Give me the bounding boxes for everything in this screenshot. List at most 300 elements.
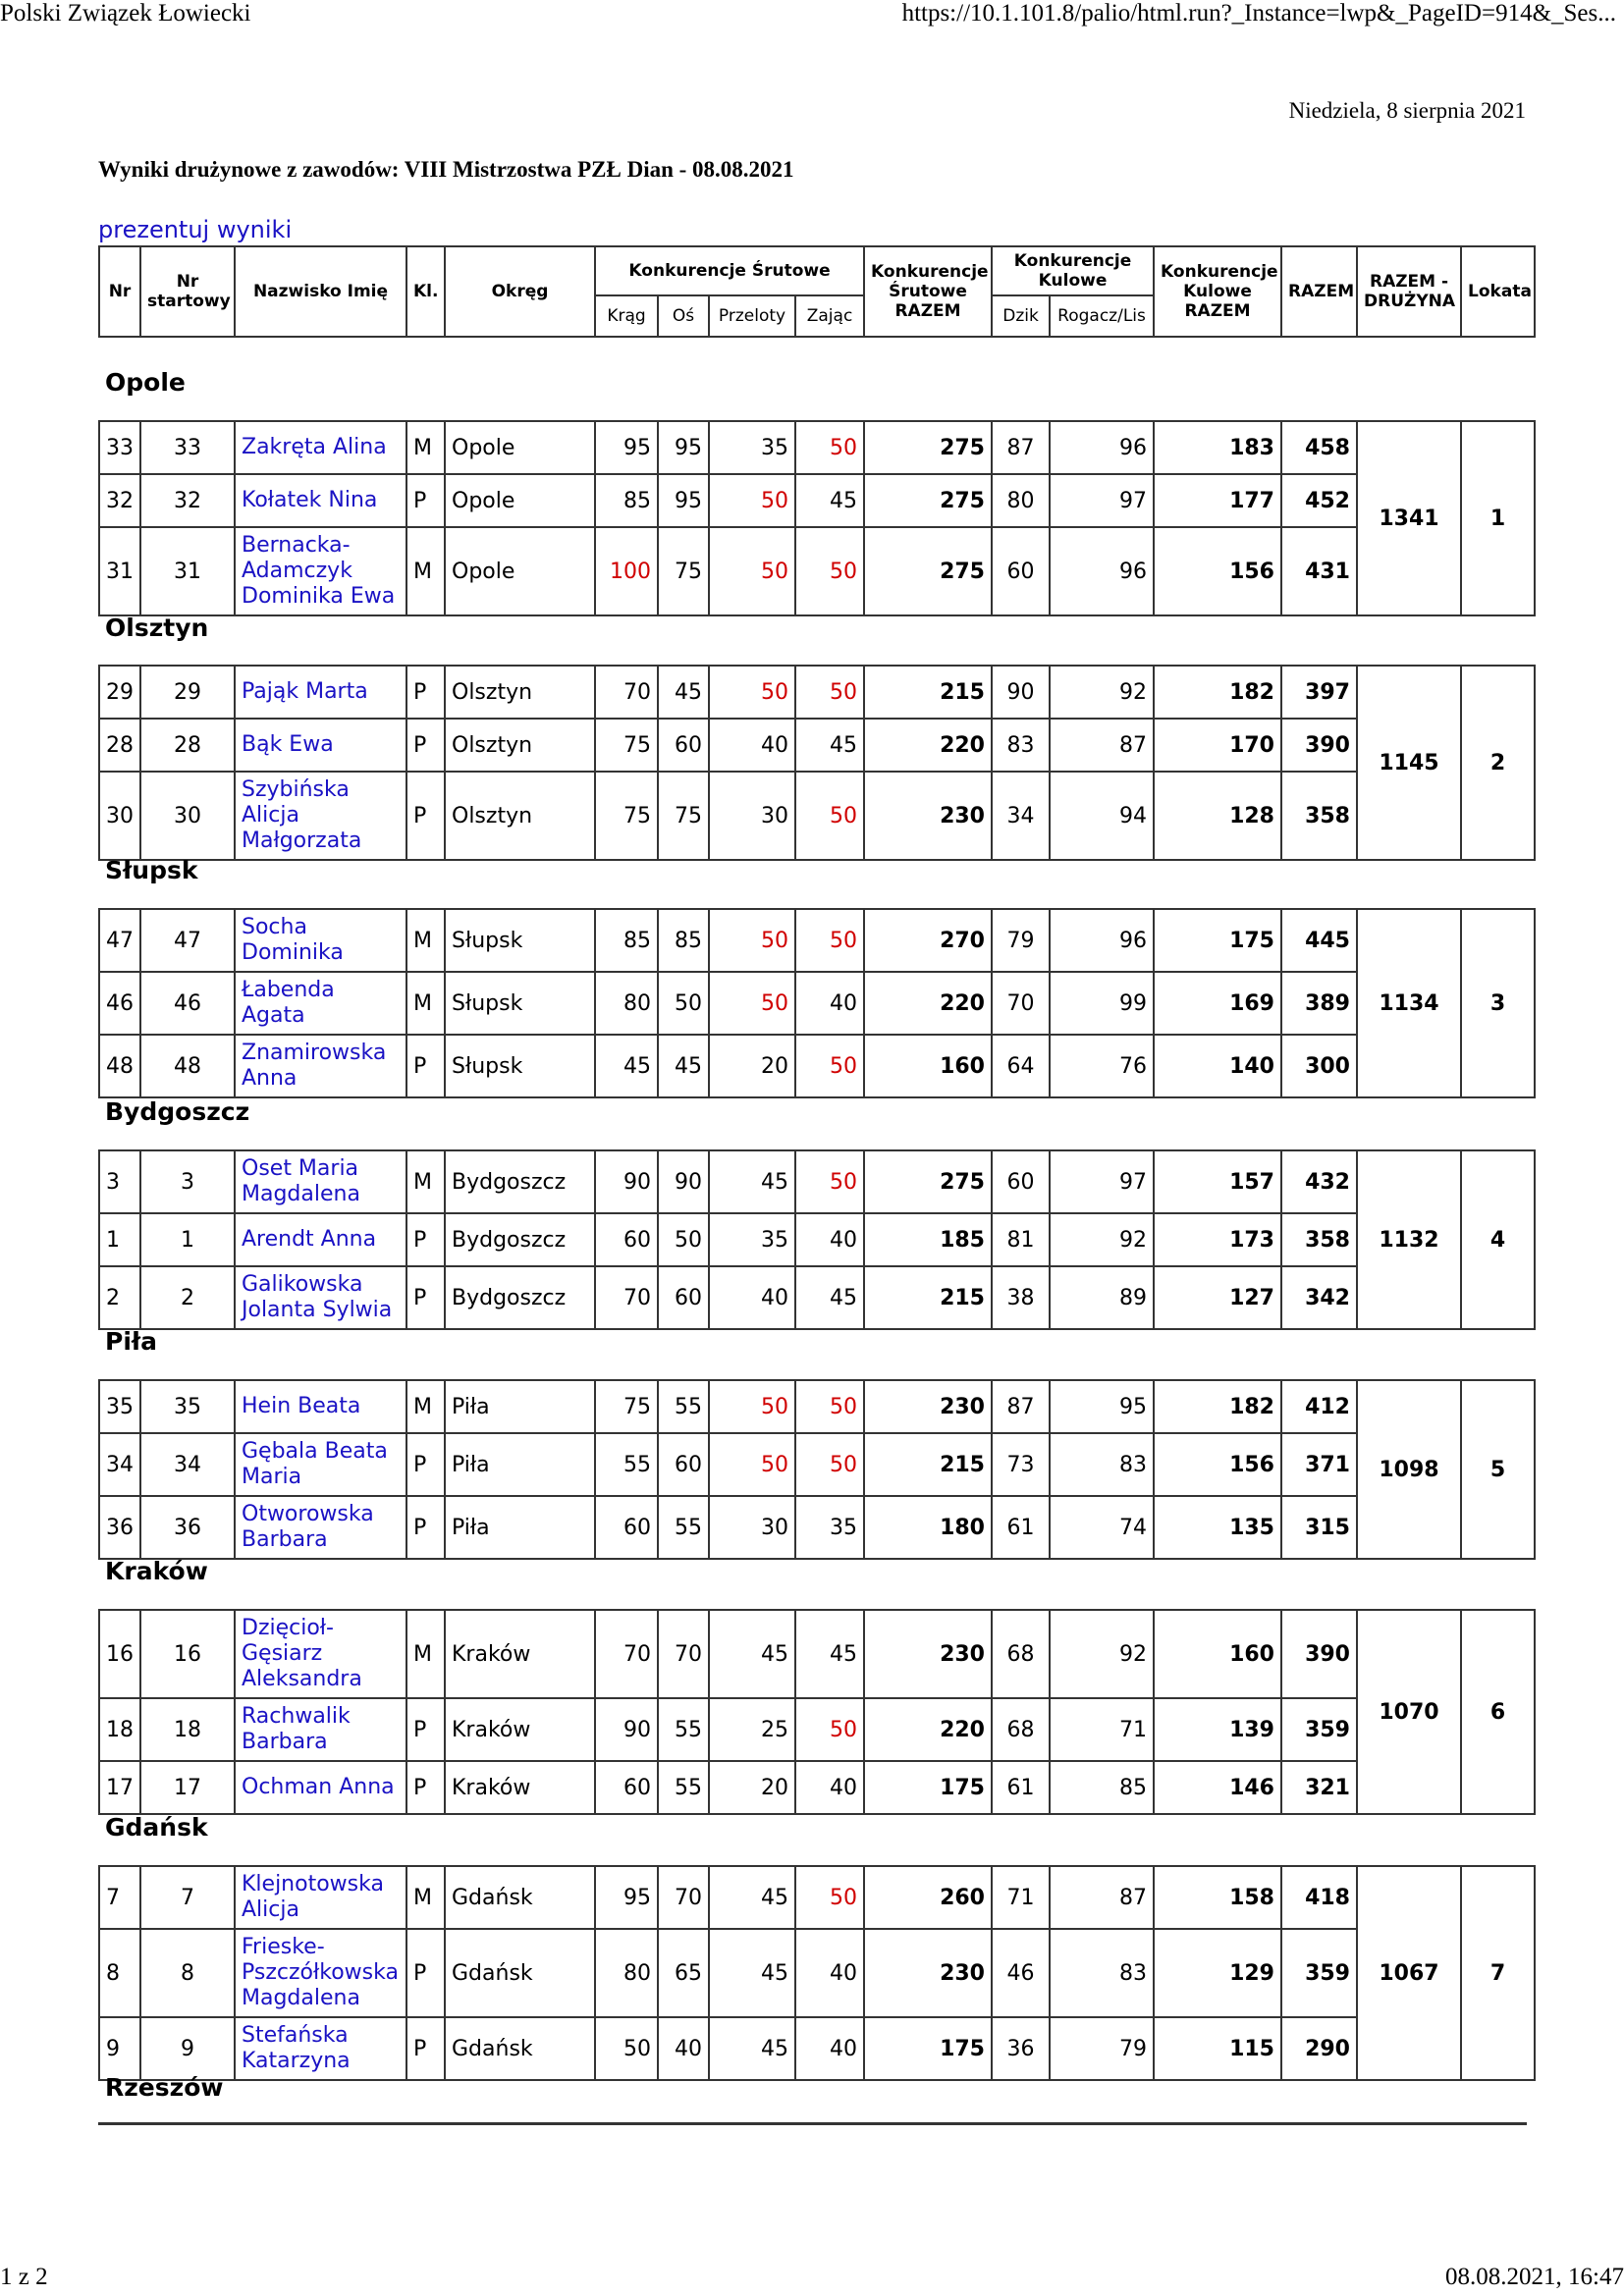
cell-dzik: 87: [992, 1380, 1050, 1433]
table-row: [99, 1496, 1535, 1559]
team-section-title: Gdańsk: [105, 1813, 208, 1842]
cell-os: 60: [658, 719, 709, 772]
cell-krag: 70: [595, 1266, 658, 1329]
cell-okreg: Olsztyn: [445, 719, 595, 772]
cell-ku: 169: [1154, 972, 1281, 1035]
cell-razem: 418: [1281, 1866, 1357, 1929]
cell-zajac: 45: [795, 474, 864, 527]
cell-dzik: 79: [992, 909, 1050, 972]
cell-krag: 80: [595, 972, 658, 1035]
competitor-name-link[interactable]: Bąk Ewa: [235, 719, 406, 772]
cell-zajac: 40: [795, 1213, 864, 1266]
competitor-name-link[interactable]: Gębala Beata Maria: [235, 1433, 406, 1496]
col-srutowe-razem: Konkurencje Śrutowe RAZEM: [864, 246, 992, 337]
cell-os: 60: [658, 1266, 709, 1329]
team-place: 6: [1461, 1610, 1535, 1814]
cell-ku: 128: [1154, 772, 1281, 860]
cell-dzik: 68: [992, 1610, 1050, 1698]
cell-przeloty: 50: [709, 972, 795, 1035]
cell-kl: P: [406, 772, 445, 860]
cell-os: 40: [658, 2017, 709, 2080]
cell-sr: 220: [864, 972, 992, 1035]
cell-sr: 275: [864, 1150, 992, 1213]
cell-rogacz: 92: [1050, 1610, 1154, 1698]
cell-rogacz: 83: [1050, 1929, 1154, 2017]
cell-okreg: Słupsk: [445, 972, 595, 1035]
cell-zajac: 45: [795, 719, 864, 772]
cell-razem: 412: [1281, 1380, 1357, 1433]
cell-os: 60: [658, 1433, 709, 1496]
cell-przeloty: 45: [709, 2017, 795, 2080]
cell-nr: 9: [99, 2017, 140, 2080]
cell-sr: 180: [864, 1496, 992, 1559]
cell-start: 16: [140, 1610, 235, 1698]
cell-os: 95: [658, 474, 709, 527]
cell-ku: 160: [1154, 1610, 1281, 1698]
table-row: [99, 1610, 1535, 1698]
table-row: [99, 1433, 1535, 1496]
cell-rogacz: 94: [1050, 772, 1154, 860]
team-place: 7: [1461, 1866, 1535, 2080]
cell-sr: 215: [864, 1433, 992, 1496]
cell-dzik: 81: [992, 1213, 1050, 1266]
cell-nr: 34: [99, 1433, 140, 1496]
cell-rogacz: 76: [1050, 1035, 1154, 1097]
cell-krag: 95: [595, 421, 658, 474]
cell-krag: 75: [595, 1380, 658, 1433]
cell-os: 55: [658, 1698, 709, 1761]
cell-os: 45: [658, 666, 709, 719]
competitor-name-link[interactable]: Kołatek Nina: [235, 474, 406, 527]
cell-kl: M: [406, 527, 445, 615]
cell-ku: 135: [1154, 1496, 1281, 1559]
cell-nr: 48: [99, 1035, 140, 1097]
cell-os: 90: [658, 1150, 709, 1213]
cell-razem: 390: [1281, 719, 1357, 772]
cell-kl: P: [406, 1213, 445, 1266]
cell-krag: 60: [595, 1213, 658, 1266]
cell-razem: 445: [1281, 909, 1357, 972]
cell-rogacz: 89: [1050, 1266, 1154, 1329]
cell-rogacz: 97: [1050, 1150, 1154, 1213]
cell-razem: 389: [1281, 972, 1357, 1035]
cell-os: 70: [658, 1610, 709, 1698]
team-table: [98, 1865, 1536, 2081]
cell-przeloty: 30: [709, 772, 795, 860]
team-table: [98, 665, 1536, 861]
col-przeloty: Przeloty: [709, 295, 795, 337]
competitor-name-link[interactable]: Znamirowska Anna: [235, 1035, 406, 1097]
table-row: [99, 2017, 1535, 2080]
team-section-title: Piła: [105, 1327, 158, 1356]
cell-nr: 28: [99, 719, 140, 772]
cell-nr: 7: [99, 1866, 140, 1929]
cell-sr: 175: [864, 1761, 992, 1814]
cell-okreg: Olsztyn: [445, 772, 595, 860]
cell-sr: 230: [864, 1380, 992, 1433]
col-razem-druzyna: RAZEM - DRUŻYNA: [1357, 246, 1461, 337]
cell-razem: 290: [1281, 2017, 1357, 2080]
cell-przeloty: 40: [709, 719, 795, 772]
cell-start: 3: [140, 1150, 235, 1213]
team-total: 1134: [1357, 909, 1461, 1097]
cell-krag: 60: [595, 1496, 658, 1559]
cell-przeloty: 45: [709, 1150, 795, 1213]
cell-okreg: Piła: [445, 1496, 595, 1559]
cell-zajac: 45: [795, 1610, 864, 1698]
cell-rogacz: 97: [1050, 474, 1154, 527]
cell-razem: 452: [1281, 474, 1357, 527]
cell-sr: 220: [864, 719, 992, 772]
cell-zajac: 50: [795, 909, 864, 972]
cell-start: 9: [140, 2017, 235, 2080]
cell-dzik: 87: [992, 421, 1050, 474]
cell-razem: 358: [1281, 1213, 1357, 1266]
cell-dzik: 61: [992, 1761, 1050, 1814]
cell-dzik: 83: [992, 719, 1050, 772]
cell-zajac: 50: [795, 772, 864, 860]
print-header-url: https://10.1.101.8/palio/html.run?_Instance=lwp&_PageID=914&_Ses...: [901, 0, 1616, 27]
cell-razem: 431: [1281, 527, 1357, 615]
team-place: 3: [1461, 909, 1535, 1097]
cell-okreg: Bydgoszcz: [445, 1266, 595, 1329]
section-divider: [98, 2122, 1527, 2125]
cell-start: 48: [140, 1035, 235, 1097]
cell-os: 70: [658, 1866, 709, 1929]
cell-os: 95: [658, 421, 709, 474]
cell-sr: 270: [864, 909, 992, 972]
competitor-name-link[interactable]: Dzięcioł-Gęsiarz Aleksandra: [235, 1610, 406, 1698]
cell-krag: 90: [595, 1698, 658, 1761]
competitor-name-link[interactable]: Socha Dominika: [235, 909, 406, 972]
cell-kl: M: [406, 909, 445, 972]
cell-okreg: Piła: [445, 1433, 595, 1496]
cell-kl: M: [406, 1380, 445, 1433]
team-table: [98, 420, 1536, 616]
cell-ku: 139: [1154, 1698, 1281, 1761]
cell-razem: 397: [1281, 666, 1357, 719]
cell-dzik: 34: [992, 772, 1050, 860]
cell-start: 47: [140, 909, 235, 972]
cell-przeloty: 50: [709, 527, 795, 615]
cell-zajac: 50: [795, 1866, 864, 1929]
print-header-site: Polski Związek Łowiecki: [0, 0, 251, 27]
competitor-name-link[interactable]: Łabenda Agata: [235, 972, 406, 1035]
cell-ku: 140: [1154, 1035, 1281, 1097]
table-row: [99, 909, 1535, 972]
cell-nr: 46: [99, 972, 140, 1035]
competitor-name-link[interactable]: Szybińska Alicja Małgorzata: [235, 772, 406, 860]
cell-okreg: Kraków: [445, 1698, 595, 1761]
cell-sr: 160: [864, 1035, 992, 1097]
cell-ku: 156: [1154, 527, 1281, 615]
cell-ku: 129: [1154, 1929, 1281, 2017]
table-row: [99, 1866, 1535, 1929]
cell-kl: P: [406, 1266, 445, 1329]
team-total: 1132: [1357, 1150, 1461, 1329]
cell-okreg: Opole: [445, 527, 595, 615]
cell-okreg: Bydgoszcz: [445, 1213, 595, 1266]
cell-sr: 275: [864, 474, 992, 527]
col-group-kulowe: Konkurencje Kulowe: [992, 246, 1154, 295]
cell-sr: 260: [864, 1866, 992, 1929]
cell-krag: 95: [595, 1866, 658, 1929]
cell-dzik: 64: [992, 1035, 1050, 1097]
cell-nr: 2: [99, 1266, 140, 1329]
cell-ku: 127: [1154, 1266, 1281, 1329]
cell-ku: 182: [1154, 666, 1281, 719]
cell-dzik: 36: [992, 2017, 1050, 2080]
cell-sr: 215: [864, 666, 992, 719]
cell-nr: 17: [99, 1761, 140, 1814]
cell-rogacz: 71: [1050, 1698, 1154, 1761]
table-row: [99, 474, 1535, 527]
cell-krag: 75: [595, 719, 658, 772]
cell-dzik: 90: [992, 666, 1050, 719]
cell-ku: 146: [1154, 1761, 1281, 1814]
competitor-name-link[interactable]: Oset Maria Magdalena: [235, 1150, 406, 1213]
cell-zajac: 50: [795, 1380, 864, 1433]
cell-ku: 115: [1154, 2017, 1281, 2080]
cell-krag: 85: [595, 909, 658, 972]
cell-kl: P: [406, 1433, 445, 1496]
team-table: [98, 908, 1536, 1098]
cell-krag: 70: [595, 666, 658, 719]
team-total: 1070: [1357, 1610, 1461, 1814]
cell-nr: 31: [99, 527, 140, 615]
col-zajac: Zając: [795, 295, 864, 337]
competitor-name-link[interactable]: Otworowska Barbara: [235, 1496, 406, 1559]
cell-sr: 185: [864, 1213, 992, 1266]
col-krag: Krąg: [595, 295, 658, 337]
cell-krag: 55: [595, 1433, 658, 1496]
cell-dzik: 73: [992, 1433, 1050, 1496]
table-row: [99, 1266, 1535, 1329]
col-nazwisko: Nazwisko Imię: [235, 246, 406, 337]
cell-start: 33: [140, 421, 235, 474]
col-lokata: Lokata: [1461, 246, 1535, 337]
cell-okreg: Gdańsk: [445, 2017, 595, 2080]
cell-okreg: Bydgoszcz: [445, 1150, 595, 1213]
cell-dzik: 71: [992, 1866, 1050, 1929]
cell-zajac: 40: [795, 1761, 864, 1814]
cell-kl: P: [406, 1698, 445, 1761]
cell-krag: 75: [595, 772, 658, 860]
cell-zajac: 35: [795, 1496, 864, 1559]
cell-przeloty: 20: [709, 1761, 795, 1814]
cell-razem: 432: [1281, 1150, 1357, 1213]
cell-start: 32: [140, 474, 235, 527]
cell-przeloty: 50: [709, 666, 795, 719]
cell-sr: 175: [864, 2017, 992, 2080]
cell-nr: 3: [99, 1150, 140, 1213]
col-razem: RAZEM: [1281, 246, 1357, 337]
cell-zajac: 45: [795, 1266, 864, 1329]
competitor-name-link[interactable]: Arendt Anna: [235, 1213, 406, 1266]
cell-okreg: Słupsk: [445, 1035, 595, 1097]
competitor-name-link[interactable]: Pająk Marta: [235, 666, 406, 719]
cell-przeloty: 45: [709, 1866, 795, 1929]
cell-dzik: 46: [992, 1929, 1050, 2017]
present-results-link[interactable]: prezentuj wyniki: [98, 216, 293, 243]
cell-razem: 315: [1281, 1496, 1357, 1559]
cell-okreg: Kraków: [445, 1610, 595, 1698]
cell-zajac: 50: [795, 1433, 864, 1496]
cell-nr: 30: [99, 772, 140, 860]
cell-rogacz: 96: [1050, 421, 1154, 474]
cell-przeloty: 30: [709, 1496, 795, 1559]
page-title: Wyniki drużynowe z zawodów: VIII Mistrzostwa PZŁ Dian - 08.08.2021: [98, 157, 794, 182]
cell-ku: 156: [1154, 1433, 1281, 1496]
cell-rogacz: 96: [1050, 909, 1154, 972]
cell-os: 55: [658, 1496, 709, 1559]
cell-przeloty: 50: [709, 474, 795, 527]
cell-przeloty: 20: [709, 1035, 795, 1097]
cell-kl: P: [406, 666, 445, 719]
cell-zajac: 40: [795, 972, 864, 1035]
cell-os: 55: [658, 1380, 709, 1433]
cell-start: 2: [140, 1266, 235, 1329]
cell-krag: 90: [595, 1150, 658, 1213]
cell-ku: 173: [1154, 1213, 1281, 1266]
cell-start: 35: [140, 1380, 235, 1433]
team-table: [98, 1149, 1536, 1330]
cell-przeloty: 50: [709, 1380, 795, 1433]
cell-okreg: Gdańsk: [445, 1866, 595, 1929]
cell-zajac: 50: [795, 527, 864, 615]
cell-okreg: Słupsk: [445, 909, 595, 972]
team-place: 5: [1461, 1380, 1535, 1559]
cell-start: 30: [140, 772, 235, 860]
cell-os: 85: [658, 909, 709, 972]
table-row: [99, 972, 1535, 1035]
team-place: 4: [1461, 1150, 1535, 1329]
table-row: [99, 1380, 1535, 1433]
cell-rogacz: 96: [1050, 527, 1154, 615]
cell-nr: 36: [99, 1496, 140, 1559]
cell-razem: 358: [1281, 772, 1357, 860]
team-total: 1067: [1357, 1866, 1461, 2080]
cell-razem: 371: [1281, 1433, 1357, 1496]
cell-razem: 390: [1281, 1610, 1357, 1698]
cell-okreg: Opole: [445, 474, 595, 527]
team-section-title: Opole: [105, 368, 186, 397]
cell-przeloty: 35: [709, 421, 795, 474]
cell-przeloty: 40: [709, 1266, 795, 1329]
cell-nr: 1: [99, 1213, 140, 1266]
col-nr-startowy: Nr startowy: [140, 246, 235, 337]
cell-ku: 183: [1154, 421, 1281, 474]
cell-os: 75: [658, 772, 709, 860]
cell-rogacz: 99: [1050, 972, 1154, 1035]
team-total: 1145: [1357, 666, 1461, 860]
cell-sr: 275: [864, 421, 992, 474]
competitor-name-link[interactable]: Rachwalik Barbara: [235, 1698, 406, 1761]
team-place: 1: [1461, 421, 1535, 615]
cell-okreg: Gdańsk: [445, 1929, 595, 2017]
cell-ku: 157: [1154, 1150, 1281, 1213]
cell-rogacz: 83: [1050, 1433, 1154, 1496]
table-row: [99, 421, 1535, 474]
competitor-name-link[interactable]: Galikowska Jolanta Sylwia: [235, 1266, 406, 1329]
cell-kl: P: [406, 1929, 445, 2017]
cell-krag: 100: [595, 527, 658, 615]
print-footer-timestamp: 08.08.2021, 16:47: [1445, 2264, 1624, 2290]
table-row: [99, 1698, 1535, 1761]
cell-start: 29: [140, 666, 235, 719]
cell-rogacz: 74: [1050, 1496, 1154, 1559]
team-section-title: Słupsk: [105, 856, 198, 884]
cell-sr: 230: [864, 772, 992, 860]
cell-kl: M: [406, 1610, 445, 1698]
cell-os: 45: [658, 1035, 709, 1097]
team-total: 1341: [1357, 421, 1461, 615]
competitor-name-link[interactable]: Klejnotowska Alicja: [235, 1866, 406, 1929]
print-footer-page: 1 z 2: [0, 2264, 48, 2290]
cell-sr: 230: [864, 1610, 992, 1698]
cell-kl: M: [406, 1866, 445, 1929]
cell-dzik: 80: [992, 474, 1050, 527]
team-section-title: Rzeszów: [105, 2073, 224, 2102]
cell-os: 55: [658, 1761, 709, 1814]
cell-ku: 177: [1154, 474, 1281, 527]
cell-okreg: Piła: [445, 1380, 595, 1433]
col-group-srutowe: Konkurencje Śrutowe: [595, 246, 864, 295]
cell-nr: 47: [99, 909, 140, 972]
table-row: [99, 1035, 1535, 1097]
competitor-name-link[interactable]: Hein Beata: [235, 1380, 406, 1433]
team-section-title: Olsztyn: [105, 614, 209, 642]
cell-dzik: 68: [992, 1698, 1050, 1761]
team-section-title: Kraków: [105, 1557, 208, 1585]
cell-przeloty: 25: [709, 1698, 795, 1761]
cell-kl: M: [406, 972, 445, 1035]
competitor-name-link[interactable]: Bernacka-Adamczyk Dominika Ewa: [235, 527, 406, 615]
table-row: [99, 1213, 1535, 1266]
cell-dzik: 61: [992, 1496, 1050, 1559]
competitor-name-link[interactable]: Stefańska Katarzyna: [235, 2017, 406, 2080]
competitor-name-link[interactable]: Frieske-Pszczółkowska Magdalena: [235, 1929, 406, 2017]
cell-nr: 8: [99, 1929, 140, 2017]
cell-razem: 300: [1281, 1035, 1357, 1097]
table-row: [99, 527, 1535, 615]
results-table-header: [98, 245, 1536, 338]
team-table: [98, 1609, 1536, 1815]
competitor-name-link[interactable]: Zakręta Alina: [235, 421, 406, 474]
cell-zajac: 50: [795, 1150, 864, 1213]
team-table: [98, 1379, 1536, 1560]
cell-nr: 29: [99, 666, 140, 719]
col-nr: Nr: [99, 246, 140, 337]
cell-rogacz: 92: [1050, 1213, 1154, 1266]
competitor-name-link[interactable]: Ochman Anna: [235, 1761, 406, 1814]
cell-krag: 45: [595, 1035, 658, 1097]
cell-kl: P: [406, 1761, 445, 1814]
team-total: 1098: [1357, 1380, 1461, 1559]
cell-ku: 170: [1154, 719, 1281, 772]
cell-os: 65: [658, 1929, 709, 2017]
cell-krag: 50: [595, 2017, 658, 2080]
col-os: Oś: [658, 295, 709, 337]
page-date: Niedziela, 8 sierpnia 2021: [1288, 98, 1526, 123]
cell-rogacz: 87: [1050, 719, 1154, 772]
cell-dzik: 70: [992, 972, 1050, 1035]
cell-dzik: 60: [992, 527, 1050, 615]
cell-zajac: 40: [795, 2017, 864, 2080]
cell-zajac: 50: [795, 1698, 864, 1761]
cell-nr: 33: [99, 421, 140, 474]
cell-razem: 321: [1281, 1761, 1357, 1814]
